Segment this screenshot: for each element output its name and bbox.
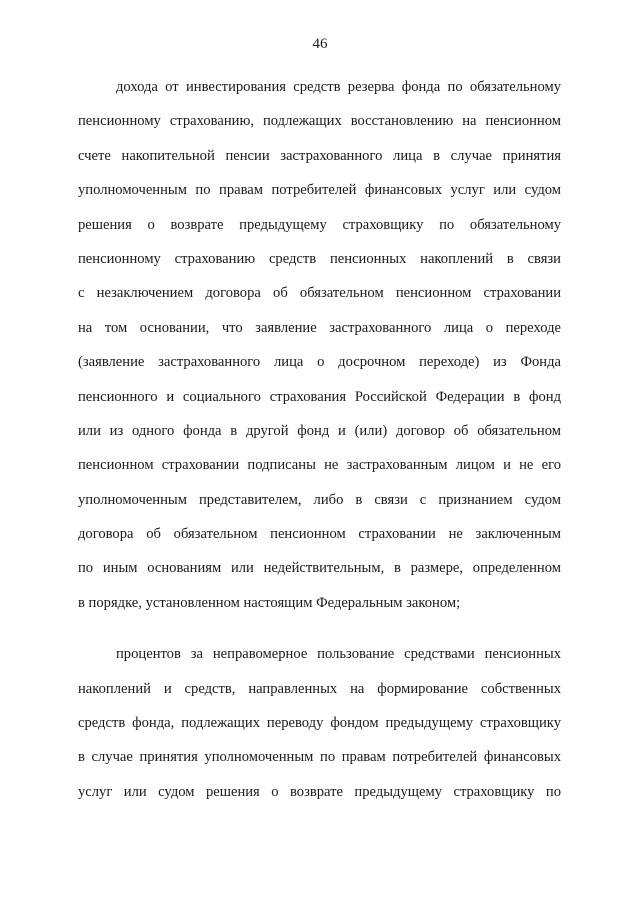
text-line: пенсионного и социального страхования Российской Федерации в фонд bbox=[78, 388, 561, 405]
document-body bbox=[78, 70, 561, 809]
paragraph-2 bbox=[78, 637, 561, 809]
text-line: или из одного фонда в другой фонд и (или) договор об обязательном bbox=[78, 422, 561, 439]
text-line: уполномоченным представителем, либо в связи с признанием судом bbox=[78, 491, 561, 508]
text-line: решения о возврате предыдущему страховщику по обязательному bbox=[78, 216, 561, 233]
text-line: на том основании, что заявление застрахованного лица о переходе bbox=[78, 319, 561, 336]
text-line: с незаключением договора об обязательном пенсионном страховании bbox=[78, 285, 561, 302]
text-line: договора об обязательном пенсионном страховании не заключенным bbox=[78, 526, 561, 543]
text-line: пенсионному страхованию средств пенсионных накоплений в связи bbox=[78, 250, 561, 267]
text-line: уполномоченным по правам потребителей финансовых услуг или судом bbox=[78, 182, 561, 199]
page-number: 46 bbox=[312, 36, 328, 52]
text-line: счете накопительной пенсии застрахованного лица в случае принятия bbox=[78, 147, 561, 164]
text-line: по иным основаниям или недействительным, в размере, определенном bbox=[78, 560, 561, 577]
text-line: услуг или судом решения о возврате предыдущему страховщику по bbox=[78, 783, 561, 800]
text-line: дохода от инвестирования средств резерва фонда по обязательному bbox=[116, 79, 561, 95]
text-line: пенсионному страхованию, подлежащих восстановлению на пенсионном bbox=[78, 113, 561, 130]
text-line: в порядке, установленном настоящим Федеральным законом; bbox=[78, 594, 461, 611]
text-line: средств фонда, подлежащих переводу фондом предыдущему страховщику bbox=[78, 715, 561, 732]
text-line: процентов за неправомерное пользование средствами пенсионных bbox=[116, 646, 561, 663]
text-line: пенсионном страховании подписаны не застрахованным лицом и не его bbox=[78, 457, 561, 474]
text-line: в случае принятия уполномоченным по правам потребителей финансовых bbox=[78, 749, 561, 766]
paragraph-1 bbox=[78, 70, 561, 620]
paragraph-spacer bbox=[78, 620, 561, 637]
text-line: (заявление застрахованного лица о досрочном переходе) из Фонда bbox=[78, 354, 561, 371]
text-line: накоплений и средств, направленных на формирование собственных bbox=[78, 680, 561, 697]
